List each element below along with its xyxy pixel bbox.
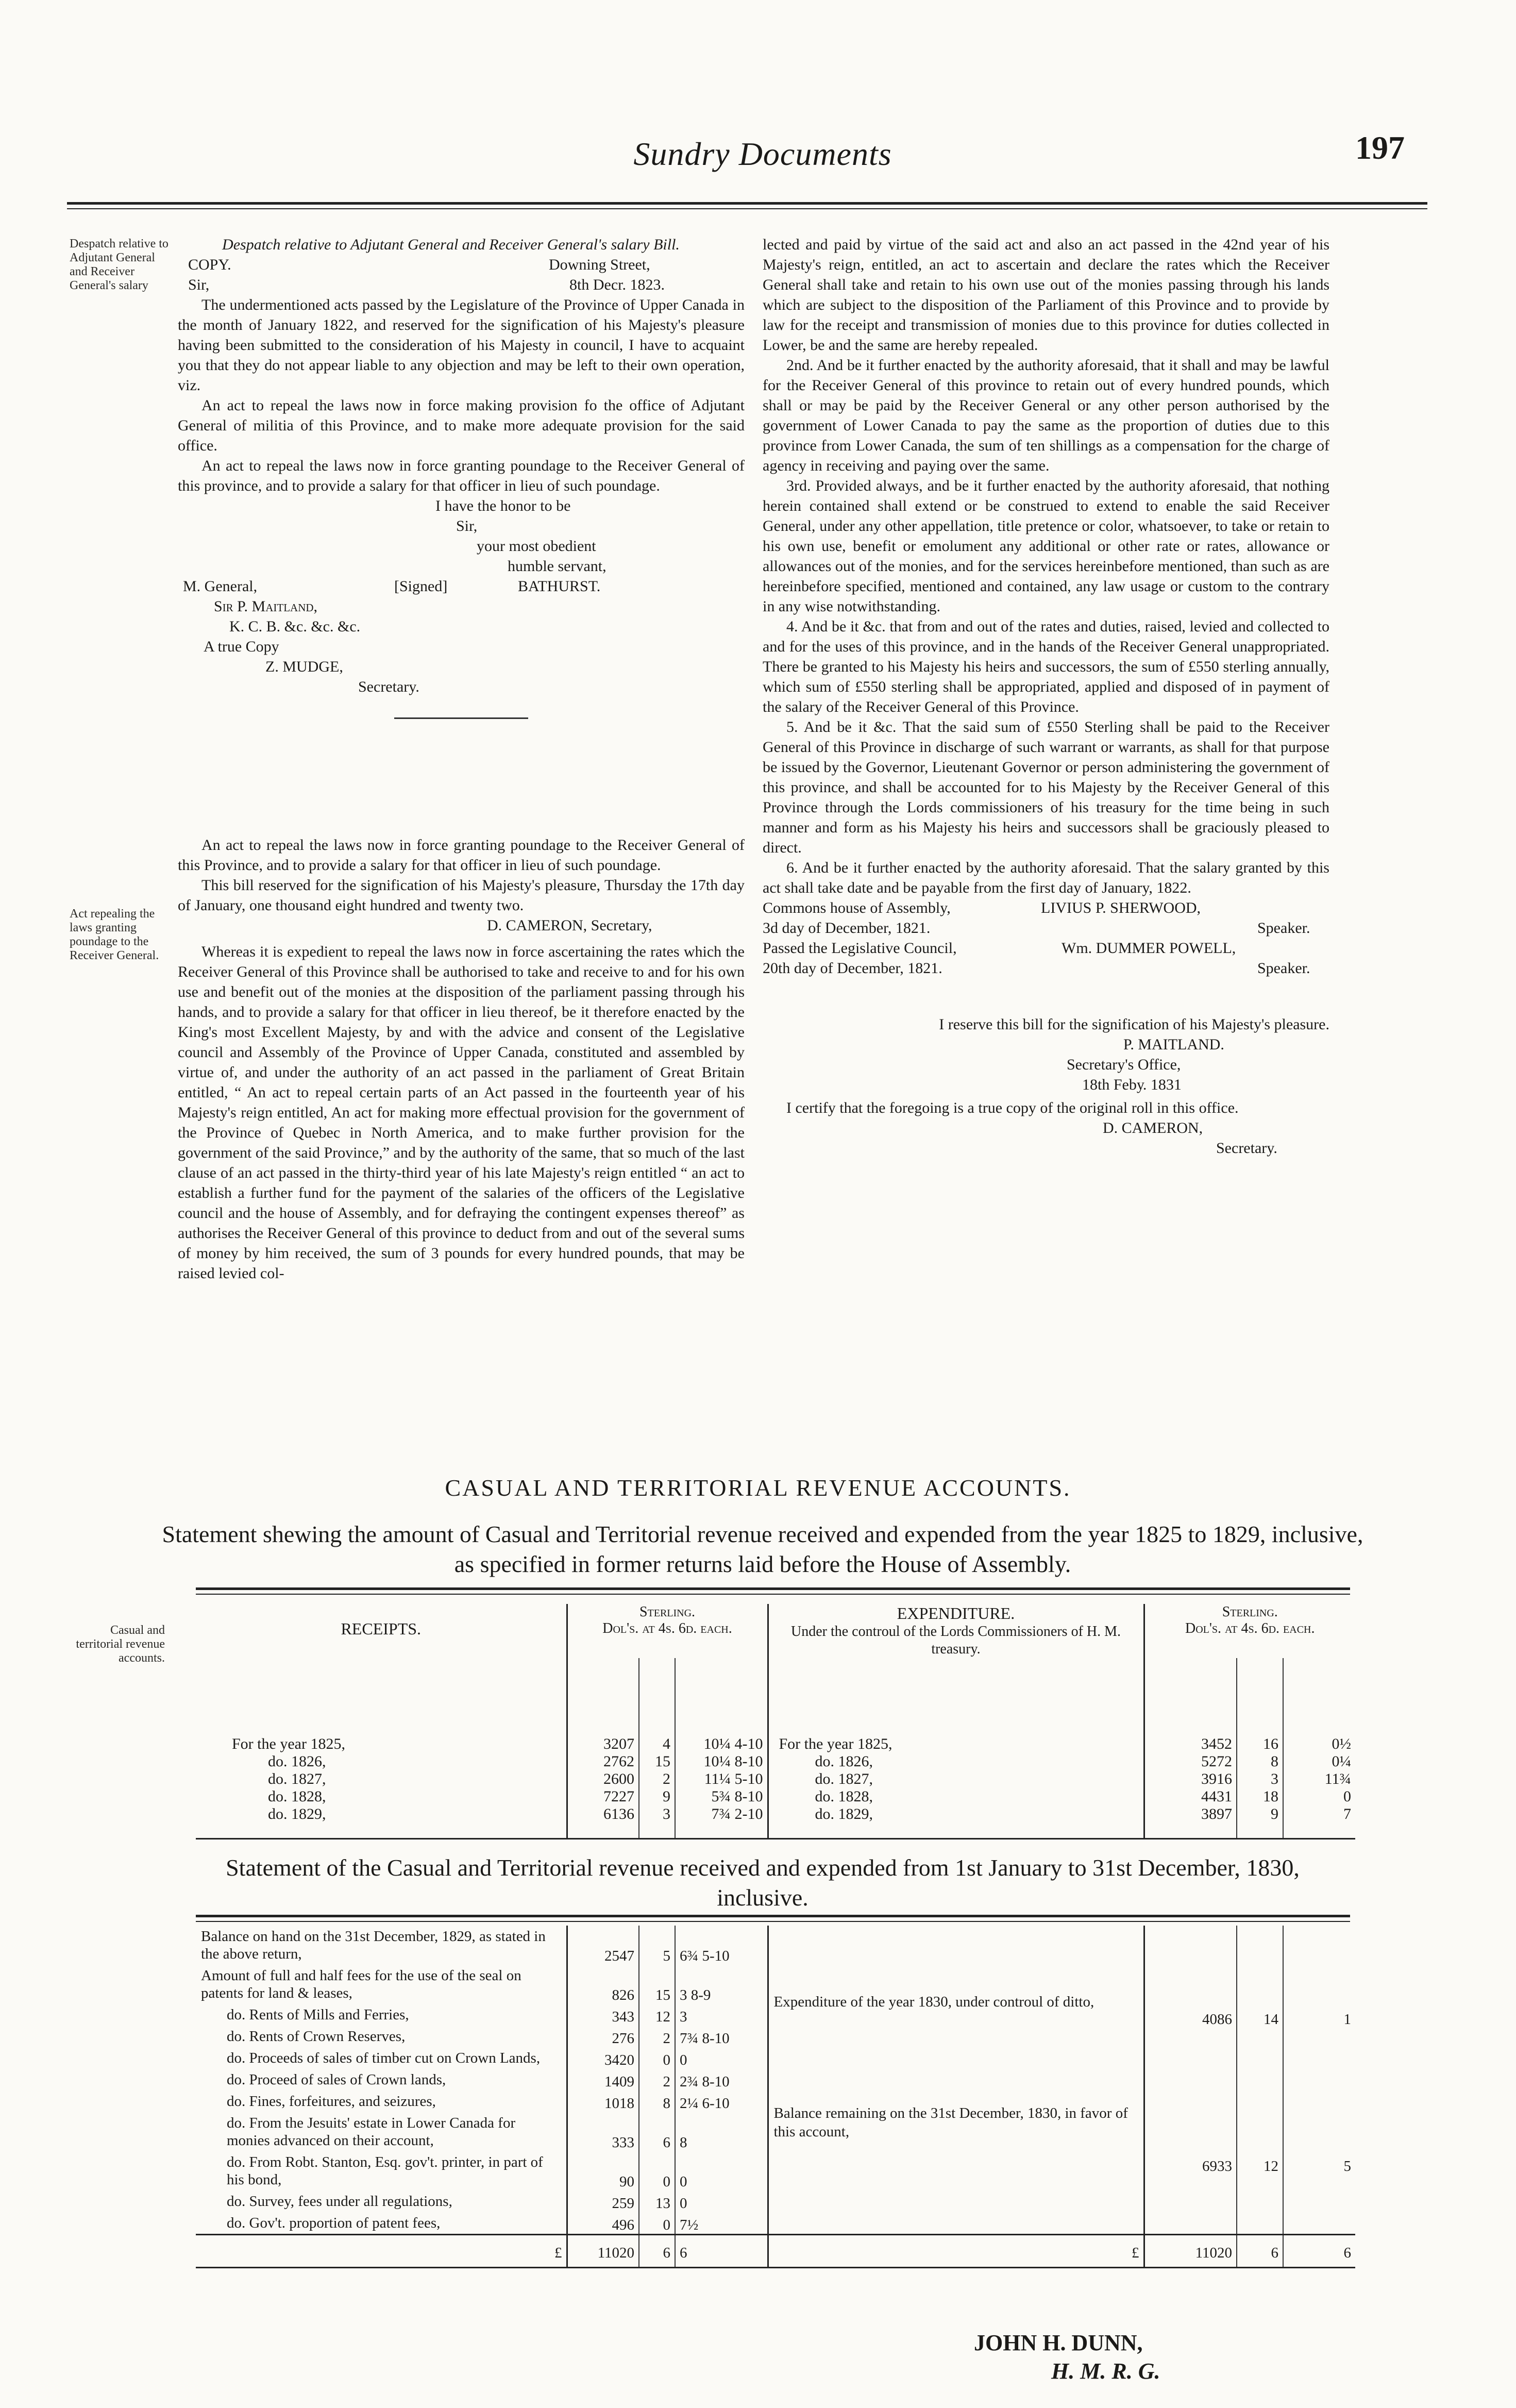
expenditure-pounds: 5272: [1144, 1753, 1237, 1770]
receipt-pounds: 276: [567, 2026, 639, 2047]
mudge: Z. MUDGE,: [265, 658, 343, 675]
commons-house: Commons house of Assembly,: [763, 899, 951, 916]
receipt-pounds: 3420: [567, 2047, 639, 2069]
receipt-pounds: 6136: [567, 1805, 639, 1823]
receipt-shillings: 13: [639, 2190, 675, 2212]
receipt-label: Amount of full and half fees for the use of the seal on patents for land & leases,: [201, 1967, 521, 2001]
despatch-closing-1: I have the honor to be: [435, 497, 571, 514]
copy-label: COPY.: [188, 256, 231, 273]
recipient-2: K. C. B. &c. &c. &c.: [229, 618, 361, 635]
powell: Wm. DUMMER POWELL,: [1062, 940, 1236, 957]
bill-reserved: This bill reserved for the signification of his Majesty's pleasure, Thursday the 17th day of January, one thousand eight hundred and twenty two.: [178, 877, 745, 914]
certify-note: I certify that the foregoing is a true copy of the original roll in this office.: [786, 1099, 1239, 1116]
expenditure-block: [768, 1926, 1144, 2235]
receipt-pence: 2¾ 8-10: [675, 2069, 768, 2091]
receipt-pence: 2¼ 6-10: [675, 2091, 768, 2112]
receipt-pounds: 7227: [567, 1788, 639, 1805]
true-copy: A true Copy: [204, 638, 279, 655]
table-1-spacer: [196, 1658, 1355, 1735]
revenue-table-1825-1829: [196, 1604, 1355, 1840]
receipt-pence: 10¼ 8-10: [675, 1753, 768, 1770]
expenditure-shillings: 9: [1237, 1805, 1283, 1823]
receipt-pounds: 2600: [567, 1770, 639, 1788]
receipt-pence: 10¼ 4-10: [675, 1735, 768, 1753]
receipt-pounds: 1409: [567, 2069, 639, 2091]
bill-title: An act to repeal the laws now in force granting poundage to the Receiver General of this Province, and to provide a salary for that officer in lieu of such poundage.: [178, 837, 745, 874]
margin-note-casual: Casual and territorial revenue accounts.: [76, 1624, 165, 1665]
expenditure-label: do. 1829,: [768, 1805, 1144, 1823]
expenditure-pounds: 4431: [1144, 1788, 1237, 1805]
sterling-header-1: [567, 1604, 768, 1658]
receipt-pence: 0: [675, 2047, 768, 2069]
receipt-shillings: 2: [639, 2069, 675, 2091]
receipt-label: Balance on hand on the 31st December, 1829, as stated in the above return,: [201, 1928, 546, 1962]
expenditure-pence: 0½: [1283, 1735, 1355, 1753]
table-1-header: [196, 1604, 1355, 1658]
receipts-header: RECEIPTS.: [341, 1619, 422, 1638]
table-1-row: [196, 1770, 1355, 1788]
secretary-office: Secretary's Office,: [1067, 1056, 1181, 1073]
receipt-shillings: 12: [639, 2004, 675, 2026]
sterling-label-2: Sterling.: [1222, 1604, 1278, 1620]
receipt-pounds: 90: [567, 2151, 639, 2190]
table-2-top-rule: [196, 1915, 1350, 1922]
receipt-pounds: 333: [567, 2112, 639, 2151]
expenditure-label: EXPENDITURE.: [897, 1604, 1015, 1623]
signature-line: [178, 576, 745, 596]
exp-pounds-expenditure: 4086: [1202, 2011, 1232, 2028]
exp-shillings-expenditure: 14: [1264, 2011, 1278, 2028]
receipt-shillings: 0: [639, 2151, 675, 2190]
page-number: 197: [1355, 129, 1405, 166]
speaker-1: Speaker.: [1257, 919, 1310, 937]
exp-shillings: [1237, 1926, 1283, 2235]
receipt-shillings: 15: [639, 1753, 675, 1770]
speaker-2: Speaker.: [1257, 960, 1310, 977]
receipt-label: do. Fines, forfeitures, and seizures,: [227, 2093, 436, 2110]
bill-section-2: 2nd. And be it further enacted by the authority aforesaid, that it shall and may be lawful for the Receiver General of this province to retain out of every hundred pounds, which shall or may be paid by the Receiver General or any other person authorised by the government of Lower Canada to pay the same as the proportion of duties due to this province from Lower Canada, the sum of ten shillings as a compensation for the charge of agency in receiving and paying over the same.: [763, 357, 1329, 474]
receipt-pence: 6¾ 5-10: [675, 1926, 768, 1965]
receipt-pence: 11¼ 5-10: [675, 1770, 768, 1788]
expenditure-pounds: 3916: [1144, 1770, 1237, 1788]
expenditure-label: do. 1826,: [768, 1753, 1144, 1770]
receipt-label: do. Rents of Mills and Ferries,: [227, 2006, 409, 2023]
despatch-closing-3: your most obedient: [477, 538, 596, 555]
header-rule: [67, 202, 1427, 209]
receipt-shillings: 0: [639, 2212, 675, 2235]
bill-section-6: 6. And be it further enacted by the authority aforesaid. That the salary granted by this act shall take date and be payable from the first day of January, 1822.: [763, 859, 1329, 896]
receipt-label: do. 1827,: [268, 1770, 326, 1787]
exp-pounds-balance: 6933: [1202, 2158, 1232, 2175]
expenditure-pounds: 3897: [1144, 1805, 1237, 1823]
receipt-label: do. Proceed of sales of Crown lands,: [227, 2071, 446, 2088]
receipt-shillings: 6: [639, 2112, 675, 2151]
receipt-label: do. Rents of Crown Reserves,: [227, 2028, 406, 2045]
expenditure-shillings: 18: [1237, 1788, 1283, 1805]
despatch-date: 8th Decr. 1823.: [569, 276, 665, 293]
exp-pence: [1283, 1926, 1355, 2235]
receipt-label: do. From Robt. Stanton, Esq. gov't. printer, in part of his bond,: [227, 2154, 543, 2188]
statement-1-title: Statement shewing the amount of Casual and Territorial revenue received and expended from the year 1825 to 1829, inclusive, as specified in former returns laid before the House of Assembly.: [162, 1521, 1363, 1577]
exp-pence-balance: 5: [1343, 2158, 1351, 2175]
receipt-shillings: 0: [639, 2047, 675, 2069]
passed-council: Passed the Legislative Council,: [763, 940, 957, 957]
exp-pounds: [1144, 1926, 1237, 2235]
table-1-bottom: [196, 1823, 1355, 1838]
bill-section-4: 4. And be it &c. that from and out of the rates and duties, raised, levied and collected to and for the uses of this province, and in the hands of the Receiver General unappropriated. There be granted to his Majesty his heirs and successors, the sum of £550 sterling annually, which sum of £550 sterling shall be appropriated, applied and disposed of in payment of the salary of the Receiver General of this Province.: [763, 618, 1329, 715]
receipt-label: do. Gov't. proportion of patent fees,: [227, 2215, 441, 2231]
despatch-column: [178, 235, 745, 719]
table-2-totals: [196, 2235, 1355, 2268]
commons-date: 3d day of December, 1821.: [763, 919, 931, 937]
signed-name: BATHURST.: [518, 578, 601, 595]
margin-note-act: Act repealing the laws granting poundage to the Receiver General.: [70, 907, 159, 962]
running-title: Sundry Documents: [633, 136, 892, 172]
receipt-pence: 7½: [675, 2212, 768, 2235]
receipt-label: do. Survey, fees under all regulations,: [227, 2193, 452, 2210]
bill-section-3: 3rd. Provided always, and be it further enacted by the authority aforesaid, that nothing herein contained shall extend or be construed to extend to enable the said Receiver General, under any other appellation, title pretence or color, whatsoever, to take or retain to his own use, benefit or emolument any additional or other rate or rates, allowance or allowances out of the monies, and for the services hereinbefore mentioned, than such as are hereinbefore specified, mentioned and contained, any law usage or custom to the contrary in any wise notwithstanding.: [763, 477, 1329, 615]
receipt-pence: 0: [675, 2190, 768, 2212]
receipt-label: do. 1826,: [268, 1753, 326, 1770]
despatch-divider: [394, 717, 528, 719]
table-1-row: [196, 1788, 1355, 1805]
receipt-pounds: 2547: [567, 1926, 639, 1965]
bill-column: [178, 835, 745, 1283]
despatch-para-1: The undermentioned acts passed by the Legislature of the Province of Upper Canada in the month of January 1822, and reserved for the signification of his Majesty's pleasure having been submitted to the consideration of his Majesty in council, I have to acquaint you that they do not appear liable to any objection and may be left to their own operation, viz.: [178, 296, 745, 394]
salutation: Sir,: [188, 276, 210, 293]
receipt-pounds: 496: [567, 2212, 639, 2235]
bill-whereas: Whereas it is expedient to repeal the laws now in force ascertaining the rates which the Receiver General of this Province shall be authorised to take and receive to and for his own use and benefit out of the monies at the disposition of the parliament passing through his hands, and to provide a salary for that officer in lieu thereof, be it therefore enacted by the King's most Excellent Majesty, by and with the advice and consent of the Legislative council and Assembly of the Province of Upper Canada, constituted and assembled by virtue of, and under the authority of an act passed in the parliament of Great Britain entitled, “ An act to repeal certain parts of an Act passed in the fourteenth year of his Majesty's reign entitled, An act for making more effectual provision for the government of the Province of Quebec in North America, and to make further provision for the government of the said Province,” and by the authority of the same, that so much of the last clause of an act passed in the thirty-third year of his late Majesty's reign entitled “ an act to establish a further fund for the payment of the salaries of the officers of the Legislative council and the house of Assembly, and for defraying the contingent expenses thereof” as authorises the Receiver General of this province to deduct from and out of the several sums of money by him received, the sum of 3 pounds for every hundred pounds, that may be raised levied col-: [178, 943, 745, 1282]
receipt-pence: 7¾ 8-10: [675, 2026, 768, 2047]
expenditure-pence: 7: [1283, 1805, 1355, 1823]
total-exp-pence: 6: [1283, 2235, 1355, 2268]
sherwood: LIVIUS P. SHERWOOD,: [1041, 899, 1201, 916]
expenditure-shillings: 16: [1237, 1735, 1283, 1753]
receipt-shillings: 2: [639, 1770, 675, 1788]
margin-note-despatch: Despatch relative to Adjutant General and Receiver General's salary: [70, 237, 169, 292]
despatch-closing-2: Sir,: [456, 517, 478, 534]
despatch-closing-4: humble servant,: [508, 558, 607, 575]
expenditure-shillings: 8: [1237, 1753, 1283, 1770]
expenditure-label: For the year 1825,: [768, 1735, 1144, 1753]
maitland: P. MAITLAND.: [1123, 1036, 1224, 1053]
receipt-label: do. From the Jesuits' estate in Lower Canada for monies advanced on their account,: [227, 2115, 516, 2149]
receipt-pence: 5¾ 8-10: [675, 1788, 768, 1805]
expenditure-shillings: 3: [1237, 1770, 1283, 1788]
total-currency-left: £: [554, 2245, 562, 2261]
passed-date: 20th day of December, 1821.: [763, 960, 942, 977]
receipt-shillings: 3: [639, 1805, 675, 1823]
despatch-copy-block: [178, 255, 745, 295]
receipt-pence: 8: [675, 2112, 768, 2151]
bill-cameron: D. CAMERON, Secretary,: [487, 917, 652, 934]
table-1-top-rule: [196, 1587, 1350, 1595]
receipt-pounds: 3207: [567, 1735, 639, 1753]
expenditure-1830: Expenditure of the year 1830, under controul of ditto,: [773, 1994, 1094, 2010]
total-exp-pounds: 11020: [1144, 2235, 1237, 2268]
expenditure-pence: 0: [1283, 1788, 1355, 1805]
casual-section-title: CASUAL AND TERRITORIAL REVENUE ACCOUNTS.: [445, 1475, 1071, 1501]
expenditure-label: do. 1827,: [768, 1770, 1144, 1788]
receipt-label: For the year 1825,: [232, 1735, 345, 1752]
receipt-pence: 7¾ 2-10: [675, 1805, 768, 1823]
receipt-pence: 3 8-9: [675, 1965, 768, 2004]
receipt-pence: 3: [675, 2004, 768, 2026]
total-receipts-pence: 6: [675, 2235, 768, 2268]
table-1-row: [196, 1805, 1355, 1823]
receipt-shillings: 9: [639, 1788, 675, 1805]
expenditure-sub: Under the controul of the Lords Commissioners of H. M. treasury.: [790, 1624, 1121, 1657]
signer-title: H. M. R. G.: [1051, 2359, 1160, 2384]
expenditure-label: do. 1828,: [768, 1788, 1144, 1805]
dols-label-1: Dol's. at 4s. 6d. each.: [602, 1620, 732, 1636]
receipt-shillings: 2: [639, 2026, 675, 2047]
receipt-label: do. 1828,: [268, 1788, 326, 1805]
receipt-pounds: 826: [567, 1965, 639, 2004]
total-receipts-shillings: 6: [639, 2235, 675, 2268]
reserve-note: I reserve this bill for the signification of his Majesty's pleasure.: [939, 1016, 1329, 1033]
expenditure-pence: 0¼: [1283, 1753, 1355, 1770]
receipt-shillings: 5: [639, 1926, 675, 1965]
total-exp-shillings: 6: [1237, 2235, 1283, 2268]
statement-2-title: Statement of the Casual and Territorial revenue received and expended from 1st January to 31st December, 1830, inclusive.: [226, 1854, 1300, 1911]
despatch-para-2: An act to repeal the laws now in force making provision fo the office of Adjutant General of militia of this Province, and to make more adequate provision for the said office.: [178, 397, 745, 454]
signer-name: JOHN H. DUNN,: [974, 2330, 1143, 2355]
expenditure-pence: 11¾: [1283, 1770, 1355, 1788]
signed-mid: [Signed]: [394, 578, 448, 595]
assembly-signatures: [763, 898, 1329, 978]
mudge-secretary: Secretary.: [358, 678, 419, 695]
despatch-heading: Despatch relative to Adjutant General and Receiver General's salary Bill.: [222, 236, 680, 253]
recipient-1: Sir P. Maitland,: [214, 598, 318, 615]
revenue-table-1830: [196, 1926, 1355, 2268]
table-2-row: [196, 1926, 1355, 1965]
table-1-row: [196, 1753, 1355, 1770]
secretary-2: Secretary.: [1216, 1140, 1277, 1157]
exp-pence-expenditure: 1: [1343, 2011, 1351, 2028]
bill-section-5: 5. And be it &c. That the said sum of £550 Sterling shall be paid to the Receiver General of this Province in discharge of such warrant or warrants, as shall for that purpose be issued by the Governor, Lieutenant Governor or person administering the government of this province, and shall be accounted for to his Majesty by the Receiver General of this Province through the Lords commissioners of his treasury for the time being in such manner and form as his Majesty his heirs and successors shall be graciously pleased to direct.: [763, 718, 1329, 856]
exp-shillings-balance: 12: [1264, 2158, 1278, 2175]
balance-remaining: Balance remaining on the 31st December, 1830, in favor of this account,: [773, 2105, 1128, 2140]
signed-left: M. General,: [183, 578, 258, 595]
receipt-shillings: 4: [639, 1735, 675, 1753]
total-currency-right: £: [768, 2235, 1144, 2268]
cameron-2: D. CAMERON,: [1103, 1119, 1203, 1136]
bill-continuation: lected and paid by virtue of the said act and also an act passed in the 42nd year of his Majesty's reign, entitled, an act to ascertain and declare the rates which the Receiver General shall take and retain to his own use out of the monies passing through his lands which are subject to the disposition of the Parliament of this Province and to provide by law for the receipt and transmission of monies due to this province for duties collected in Lower, be and the same are hereby repealed.: [763, 236, 1329, 354]
receipt-pounds: 2762: [567, 1753, 639, 1770]
receipt-shillings: 8: [639, 2091, 675, 2112]
right-column: [763, 235, 1329, 1158]
dols-label-2: Dol's. at 4s. 6d. each.: [1185, 1620, 1315, 1636]
receipt-shillings: 15: [639, 1965, 675, 2004]
receipt-label: do. Proceeds of sales of timber cut on Crown Lands,: [227, 2050, 541, 2066]
receipt-pence: 0: [675, 2151, 768, 2190]
sterling-header-2: [1144, 1604, 1355, 1658]
receipt-label: do. 1829,: [268, 1805, 326, 1822]
sterling-label-1: Sterling.: [639, 1604, 696, 1620]
receipt-pounds: 259: [567, 2190, 639, 2212]
expenditure-header: [768, 1604, 1144, 1658]
total-receipts-pounds: 11020: [567, 2235, 639, 2268]
table-1-row: [196, 1735, 1355, 1753]
expenditure-pounds: 3452: [1144, 1735, 1237, 1753]
despatch-para-3: An act to repeal the laws now in force granting poundage to the Receiver General of this province, and to provide a salary for that officer in lieu of such poundage.: [178, 457, 745, 494]
office-date: 18th Febу. 1831: [1082, 1076, 1182, 1093]
despatch-address: Downing Street,: [549, 256, 650, 273]
receipt-pounds: 1018: [567, 2091, 639, 2112]
receipt-pounds: 343: [567, 2004, 639, 2026]
